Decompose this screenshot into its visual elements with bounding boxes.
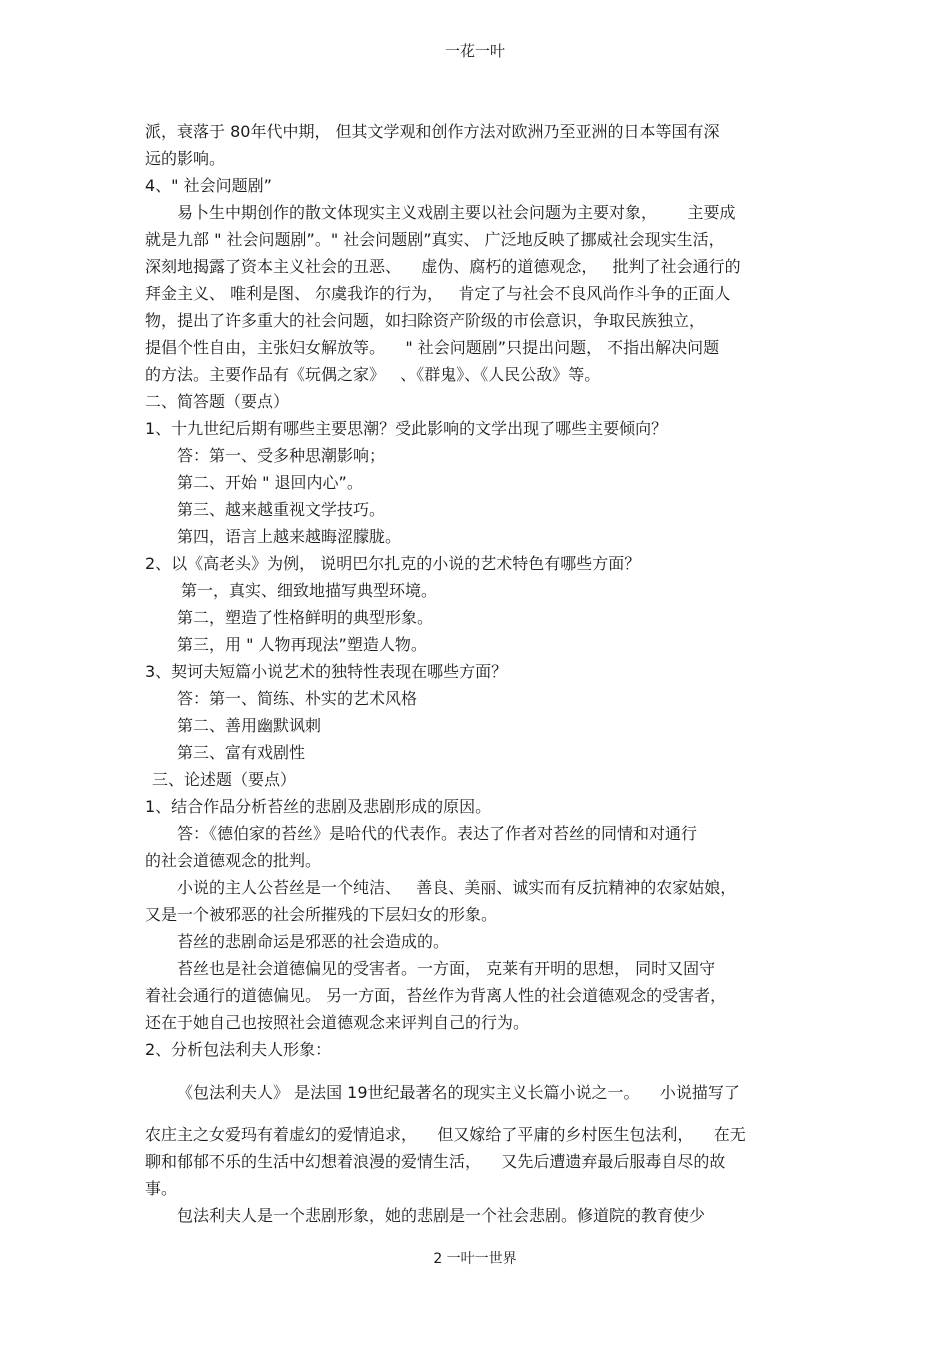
- paragraph-line: 远的影响。: [145, 149, 226, 168]
- section-heading: 二、简答题（要点）: [145, 392, 290, 411]
- question-line: 1、十九世纪后期有哪些主要思潮？受此影响的文学出现了哪些主要倾向？: [145, 419, 668, 438]
- paragraph-line: 深刻地揭露了资本主义社会的丑恶、 虚伪、腐朽的道德观念， 批判了社会通行的: [145, 257, 741, 276]
- paragraph-line: 小说的主人公苔丝是一个纯洁、 善良、美丽、诚实而有反抗精神的农家姑娘，: [177, 878, 737, 897]
- paragraph-line: 苔丝的悲剧命运是邪恶的社会造成的。: [177, 932, 450, 951]
- paragraph-line: 物，提出了许多重大的社会问题，如扫除资产阶级的市侩意识，争取民族独立，: [145, 311, 706, 330]
- page-footer: 2 一叶一世界: [433, 1251, 517, 1267]
- answer-line: 第三、越来越重视文学技巧。: [177, 500, 386, 519]
- answer-line: 第三，用 " 人物再现法”塑造人物。: [177, 635, 427, 654]
- answer-line: 答：第一、简练、朴实的艺术风格: [177, 689, 418, 708]
- question-line: 3、契诃夫短篇小说艺术的独特性表现在哪些方面？: [145, 662, 508, 681]
- page-header: 一花一叶: [444, 42, 505, 60]
- paragraph-line: 《包法利夫人》 是法国 19世纪最著名的现实主义长篇小说之一。 小说描写了: [177, 1083, 740, 1102]
- answer-line: 第三、富有戏剧性: [177, 743, 306, 762]
- paragraph-line: 又是一个被邪恶的社会所摧残的下层妇女的形象。: [145, 905, 498, 924]
- question-line: 2、以《高老头》为例， 说明巴尔扎克的小说的艺术特色有哪些方面？: [145, 554, 641, 573]
- paragraph-line: 易卜生中期创作的散文体现实主义戏剧主要以社会问题为主要对象， 主要成: [177, 203, 736, 222]
- paragraph-line: 的社会道德观念的批判。: [145, 851, 322, 870]
- question-line: 1、结合作品分析苔丝的悲剧及悲剧形成的原因。: [145, 797, 492, 816]
- answer-line: 第二，塑造了性格鲜明的典型形象。: [177, 608, 434, 627]
- paragraph-line: 的方法。主要作品有《玩偶之家》 、《群鬼》、《人民公敌》等。: [145, 365, 601, 384]
- paragraph-line: 事。: [145, 1179, 178, 1198]
- section-heading: 4、" 社会问题剧”: [145, 176, 272, 195]
- answer-line: 答：第一、受多种思潮影响；: [177, 446, 386, 465]
- paragraph-line: 苔丝也是社会道德偏见的受害者。一方面， 克莱有开明的思想， 同时又固守: [177, 959, 716, 978]
- paragraph-line: 还在于她自己也按照社会道德观念来评判自己的行为。: [145, 1013, 530, 1032]
- paragraph-line: 提倡个性自由，主张妇女解放等。 " 社会问题剧”只提出问题， 不指出解决问题: [145, 338, 720, 357]
- answer-line: 第二、善用幽默讽刺: [177, 716, 322, 735]
- question-line: 2、分析包法利夫人形象：: [145, 1040, 332, 1059]
- section-heading: 三、论述题（要点）: [152, 770, 297, 789]
- paragraph-line: 聊和郁郁不乐的生活中幻想着浪漫的爱情生活， 又先后遭遗弃最后服毒自尽的故: [145, 1152, 726, 1171]
- answer-line: 第一，真实、细致地描写典型环境。: [181, 581, 438, 600]
- answer-line: 第四，语言上越来越晦涩朦胧。: [177, 527, 402, 546]
- paragraph-line: 派，衰落于 80年代中期， 但其文学观和创作方法对欧洲乃至亚洲的日本等国有深: [145, 122, 720, 141]
- paragraph-line: 拜金主义、 唯利是图、 尔虞我诈的行为， 肯定了与社会不良风尚作斗争的正面人: [145, 284, 731, 303]
- paragraph-line: 着社会通行的道德偏见。 另一方面，苔丝作为背离人性的社会道德观念的受害者，: [145, 986, 727, 1005]
- answer-line: 第二、开始 " 退回内心”。: [177, 473, 363, 492]
- paragraph-line: 农庄主之女爱玛有着虚幻的爱情追求， 但又嫁给了平庸的乡村医生包法利， 在无: [145, 1125, 746, 1144]
- answer-line: 答：《德伯家的苔丝》是哈代的代表作。表达了作者对苔丝的同情和对通行: [177, 824, 698, 843]
- paragraph-line: 包法利夫人是一个悲剧形象，她的悲剧是一个社会悲剧。修道院的教育使少: [177, 1206, 706, 1225]
- paragraph-line: 就是九部 " 社会问题剧”。" 社会问题剧”真实、 广泛地反映了挪威社会现实生活，: [145, 230, 725, 249]
